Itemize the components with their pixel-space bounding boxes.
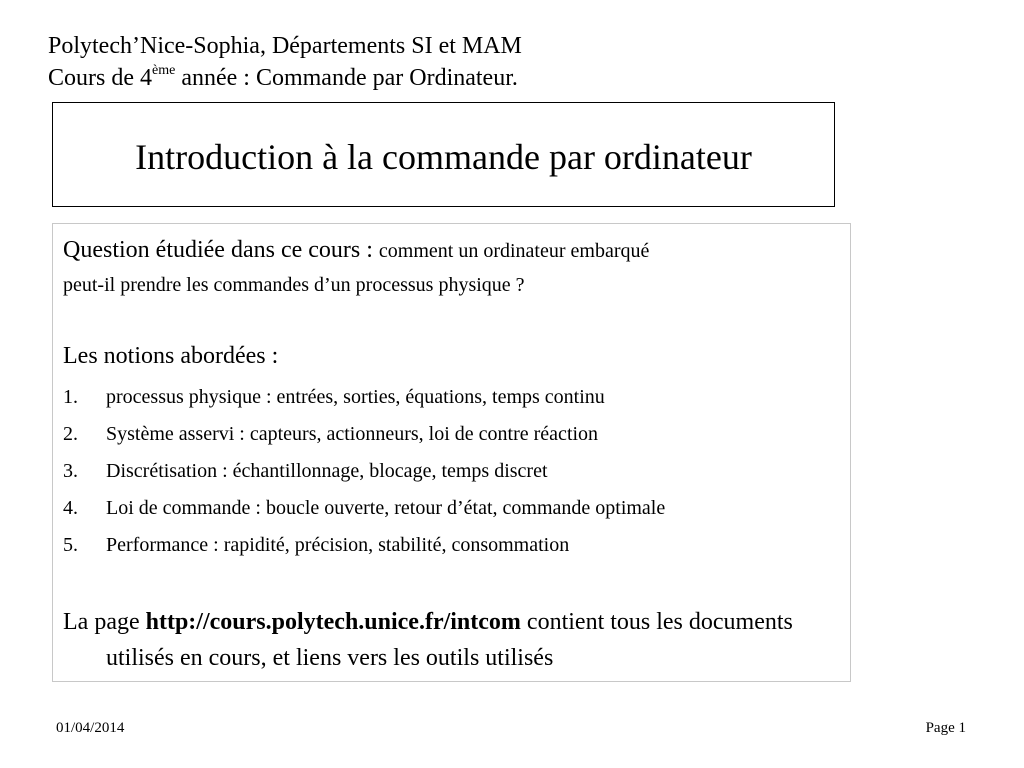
slide-header bbox=[48, 30, 522, 94]
list-item-text: Performance : rapidité, précision, stabilité, consommation bbox=[106, 534, 570, 556]
notions-list bbox=[63, 379, 665, 564]
question-text-b: peut-il prendre les commandes d’un processus physique ? bbox=[63, 274, 525, 296]
question-paragraph bbox=[63, 232, 838, 303]
link-suffix-a: contient tous les bbox=[520, 609, 683, 635]
link-prefix: La page bbox=[63, 609, 146, 635]
list-item-text: processus physique : entrées, sorties, équations, temps continu bbox=[106, 386, 605, 408]
header-line-1: Polytech’Nice-Sophia, Départements SI et MAM bbox=[48, 33, 522, 59]
header-line-2-suffix: année : Commande par Ordinateur. bbox=[175, 65, 518, 91]
list-item bbox=[63, 379, 665, 416]
header-line-2-prefix: Cours de 4 bbox=[48, 65, 152, 91]
title-box bbox=[52, 102, 835, 207]
list-item-number: 1. bbox=[63, 386, 78, 408]
list-item-number: 4. bbox=[63, 497, 78, 519]
footer-date: 01/04/2014 bbox=[56, 720, 125, 736]
list-item-text: Discrétisation : échantillonnage, blocage, temps discret bbox=[106, 460, 548, 482]
list-item-text: Loi de commande : boucle ouverte, retour d’état, commande optimale bbox=[106, 497, 666, 519]
list-item-text: Système asservi : capteurs, actionneurs, loi de contre réaction bbox=[106, 423, 599, 445]
link-suffix-b: documents utilisés en cours, et liens vers les outils utilisés bbox=[106, 609, 793, 671]
list-item-number: 5. bbox=[63, 534, 78, 556]
question-label: Question étudiée dans ce cours : bbox=[63, 237, 379, 263]
header-line-2-superscript: ème bbox=[152, 63, 176, 78]
list-item-number: 3. bbox=[63, 460, 78, 482]
content-box bbox=[52, 223, 851, 682]
list-item bbox=[63, 490, 665, 527]
list-item bbox=[63, 416, 665, 453]
notions-heading: Les notions abordées : bbox=[63, 343, 279, 369]
slide-title: Introduction à la commande par ordinateur bbox=[135, 136, 752, 177]
footer-page-number: Page 1 bbox=[925, 720, 966, 736]
list-item-number: 2. bbox=[63, 423, 78, 445]
list-item bbox=[63, 453, 665, 490]
link-paragraph bbox=[63, 604, 838, 676]
header-line-2 bbox=[48, 62, 522, 94]
list-item bbox=[63, 527, 665, 564]
course-url: http://cours.polytech.unice.fr/intcom bbox=[145, 609, 521, 635]
question-text-a: comment un ordinateur embarqué bbox=[378, 240, 650, 262]
